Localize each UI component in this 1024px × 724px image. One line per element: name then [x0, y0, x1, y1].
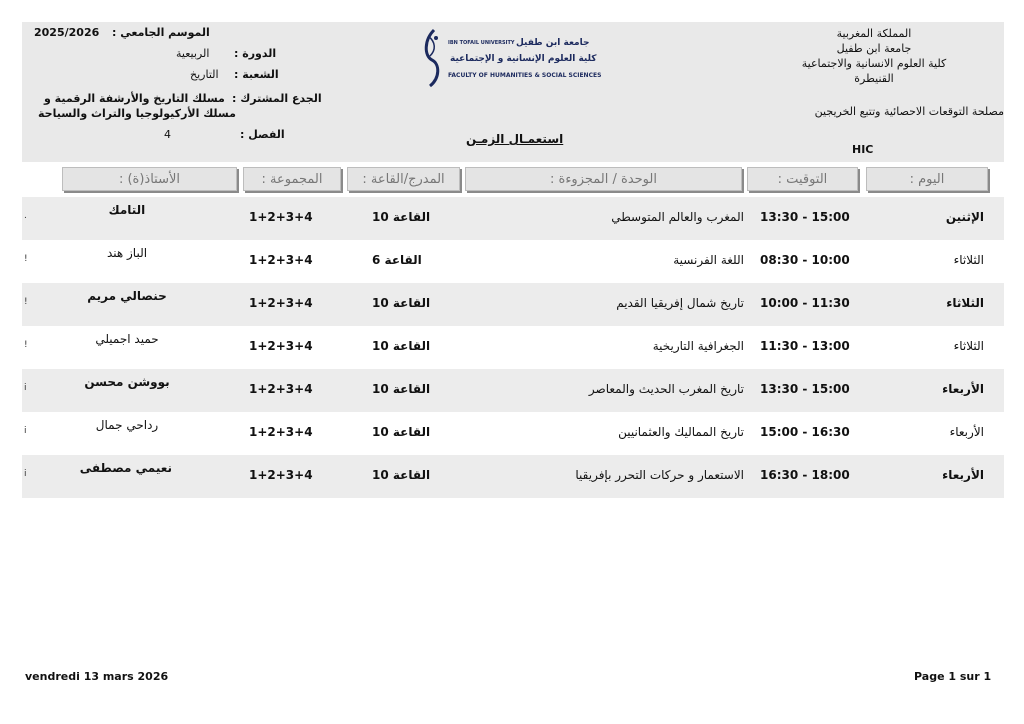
row-room: القاعة 6 — [372, 253, 422, 267]
row-room: القاعة 10 — [372, 210, 431, 224]
logo-arabic-university: جامعة ابن طفيل — [516, 38, 590, 48]
column-header-module: الوحدة / المجزوءة : — [465, 167, 742, 191]
row-day: الأربعاء — [942, 468, 984, 482]
row-professor: التامك — [108, 203, 146, 217]
row-day: الثلاثاء — [953, 339, 984, 353]
table-row — [22, 369, 1004, 412]
row-edge-mark: ! — [24, 254, 28, 264]
logo-english-faculty: FACULTY OF HUMANITIES & SOCIAL SCIENCES — [448, 72, 602, 79]
common-track-value-2: مسلك الأركيولوجيا والتراث والسياحة — [38, 107, 236, 120]
row-group: 1+2+3+4 — [249, 468, 313, 482]
row-group: 1+2+3+4 — [249, 339, 313, 353]
season-value: 2025/2026 — [34, 26, 100, 39]
row-day: الأربعاء — [942, 382, 984, 396]
row-module: المغرب والعالم المتوسطي — [611, 210, 744, 224]
row-edge-mark: i — [24, 469, 27, 479]
common-track-label: الجدع المشترك : — [232, 92, 322, 105]
row-day: الأربعاء — [949, 425, 984, 439]
logo-arabic-faculty: كلية العلوم الإنسانية و الإجتماعية — [450, 54, 597, 64]
row-group: 1+2+3+4 — [249, 382, 313, 396]
service-name: مصلحة التوقعات الاحصائية وتتبع الخريجين — [814, 105, 1004, 118]
table-row — [22, 240, 1004, 283]
row-day: الثلاثاء — [953, 253, 984, 267]
row-module: اللغة الفرنسية — [673, 253, 744, 267]
row-day: الإثنين — [945, 210, 984, 224]
row-time: 15:00 - 16:30 — [760, 425, 850, 439]
row-group: 1+2+3+4 — [249, 296, 313, 310]
table-row — [22, 197, 1004, 240]
row-edge-mark: i — [24, 426, 27, 436]
print-date: vendredi 13 mars 2026 — [25, 670, 169, 683]
row-room: القاعة 10 — [372, 382, 431, 396]
row-day: الثلاثاء — [946, 296, 984, 310]
row-group: 1+2+3+4 — [249, 253, 313, 267]
row-room: القاعة 10 — [372, 339, 431, 353]
row-professor: رداحي جمال — [95, 418, 159, 432]
table-row — [22, 326, 1004, 369]
column-header-group: المجموعة : — [243, 167, 341, 191]
row-edge-mark: . — [24, 211, 27, 221]
column-header-professor: الأستاذ(ة) : — [62, 167, 237, 191]
row-room: القاعة 10 — [372, 425, 431, 439]
row-module: الاستعمار و حركات التحرر بإفريقيا — [575, 468, 744, 482]
program-code: HIC — [852, 143, 874, 156]
row-edge-mark: ! — [24, 340, 28, 350]
row-module: الجغرافية التاريخية — [652, 339, 744, 353]
row-time: 13:30 - 15:00 — [760, 210, 850, 224]
common-track-value-1: مسلك التاريخ والأرشفة الرقمية و — [44, 92, 225, 105]
table-row — [22, 283, 1004, 326]
row-time: 11:30 - 13:00 — [760, 339, 850, 353]
page-number: Page 1 sur 1 — [914, 670, 992, 683]
row-professor: حنصالي مريم — [87, 289, 167, 303]
institution-block — [744, 26, 1004, 118]
faculty-name: كلية العلوم الانسانية والاجتماعية — [801, 57, 947, 70]
table-row — [22, 412, 1004, 455]
row-room: القاعة 10 — [372, 296, 431, 310]
column-header-day: اليوم : — [866, 167, 988, 191]
session-label: الدورة : — [234, 47, 277, 60]
row-edge-mark: ! — [24, 297, 28, 307]
row-room: القاعة 10 — [372, 468, 431, 482]
table-row — [22, 455, 1004, 498]
column-header-room: المدرج/القاعة : — [347, 167, 460, 191]
semester-label: الفصل : — [240, 128, 285, 141]
season-label: الموسم الجامعي : — [112, 26, 210, 39]
row-professor: بووشن محسن — [84, 375, 170, 389]
column-header-time: التوقيت : — [747, 167, 858, 191]
semester-value: 4 — [164, 128, 171, 141]
row-module: تاريخ المغرب الحديث والمعاصر — [588, 382, 744, 396]
row-group: 1+2+3+4 — [249, 210, 313, 224]
row-professor: حميد اجميلي — [95, 332, 159, 346]
kingdom-name: المملكة المغربية — [836, 27, 912, 40]
timetable-title: استعمـال الزمـن — [466, 132, 564, 146]
city-name: القنيطرة — [854, 72, 894, 85]
row-time: 08:30 - 10:00 — [760, 253, 850, 267]
university-name: جامعة ابن طفيل — [836, 42, 912, 55]
university-emblem-icon — [420, 28, 444, 88]
row-module: تاريخ شمال إفريقيا القديم — [616, 296, 744, 310]
branch-value: التاريخ — [190, 68, 219, 81]
row-group: 1+2+3+4 — [249, 425, 313, 439]
row-professor: الباز هند — [106, 246, 148, 260]
session-value: الربيعية — [176, 47, 210, 60]
row-professor: نعيمي مصطفى — [79, 461, 172, 475]
branch-label: الشعبة : — [234, 68, 279, 81]
row-time: 10:00 - 11:30 — [760, 296, 850, 310]
logo-english-university: IBN TOFAIL UNIVERSITY — [448, 40, 515, 46]
row-time: 13:30 - 15:00 — [760, 382, 850, 396]
row-edge-mark: i — [24, 383, 27, 393]
university-logo — [420, 28, 602, 88]
row-time: 16:30 - 18:00 — [760, 468, 850, 482]
row-module: تاريخ المماليك والعثمانيين — [618, 425, 744, 439]
